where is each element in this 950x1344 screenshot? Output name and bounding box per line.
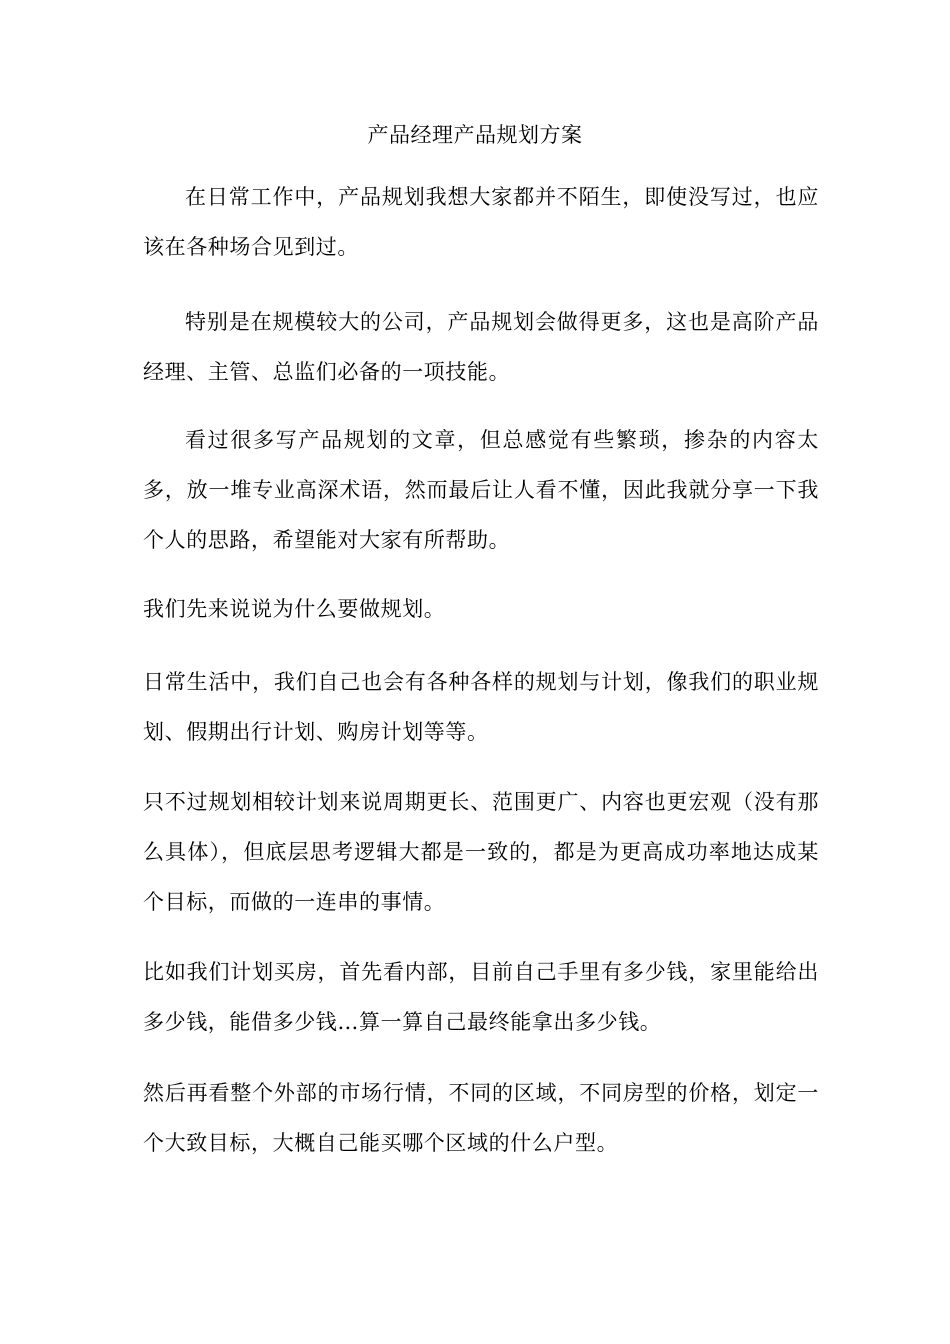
paragraph-7: 比如我们计划买房，首先看内部，目前自己手里有多少钱，家里能给出多少钱，能借多少钱…算一算自己最终能拿出多少钱。 <box>143 960 819 1034</box>
paragraph-2: 特别是在规模较大的公司，产品规划会做得更多，这也是高阶产品经理、主管、总监们必备的一项技能。 <box>143 310 819 384</box>
paragraph-8: 然后再看整个外部的市场行情，不同的区域，不同房型的价格，划定一个大致目标，大概自己能买哪个区域的什么户型。 <box>143 1081 819 1155</box>
paragraph-3: 看过很多写产品规划的文章，但总感觉有些繁琐，掺杂的内容太多，放一堆专业高深术语，然而最后让人看不懂，因此我就分享一下我个人的思路，希望能对大家有所帮助。 <box>143 428 819 552</box>
paragraph-4: 我们先来说说为什么要做规划。 <box>143 597 446 621</box>
paragraph-1: 在日常工作中，产品规划我想大家都并不陌生，即使没写过，也应该在各种场合见到过。 <box>143 185 819 259</box>
document-title: 产品经理产品规划方案 <box>367 123 583 147</box>
paragraph-6: 只不过规划相较计划来说周期更长、范围更广、内容也更宏观（没有那么具体），但底层思考逻辑大都是一致的，都是为更高成功率地达成某个目标，而做的一连串的事情。 <box>143 790 819 914</box>
paragraph-5: 日常生活中，我们自己也会有各种各样的规划与计划，像我们的职业规划、假期出行计划、购房计划等等。 <box>143 670 819 744</box>
